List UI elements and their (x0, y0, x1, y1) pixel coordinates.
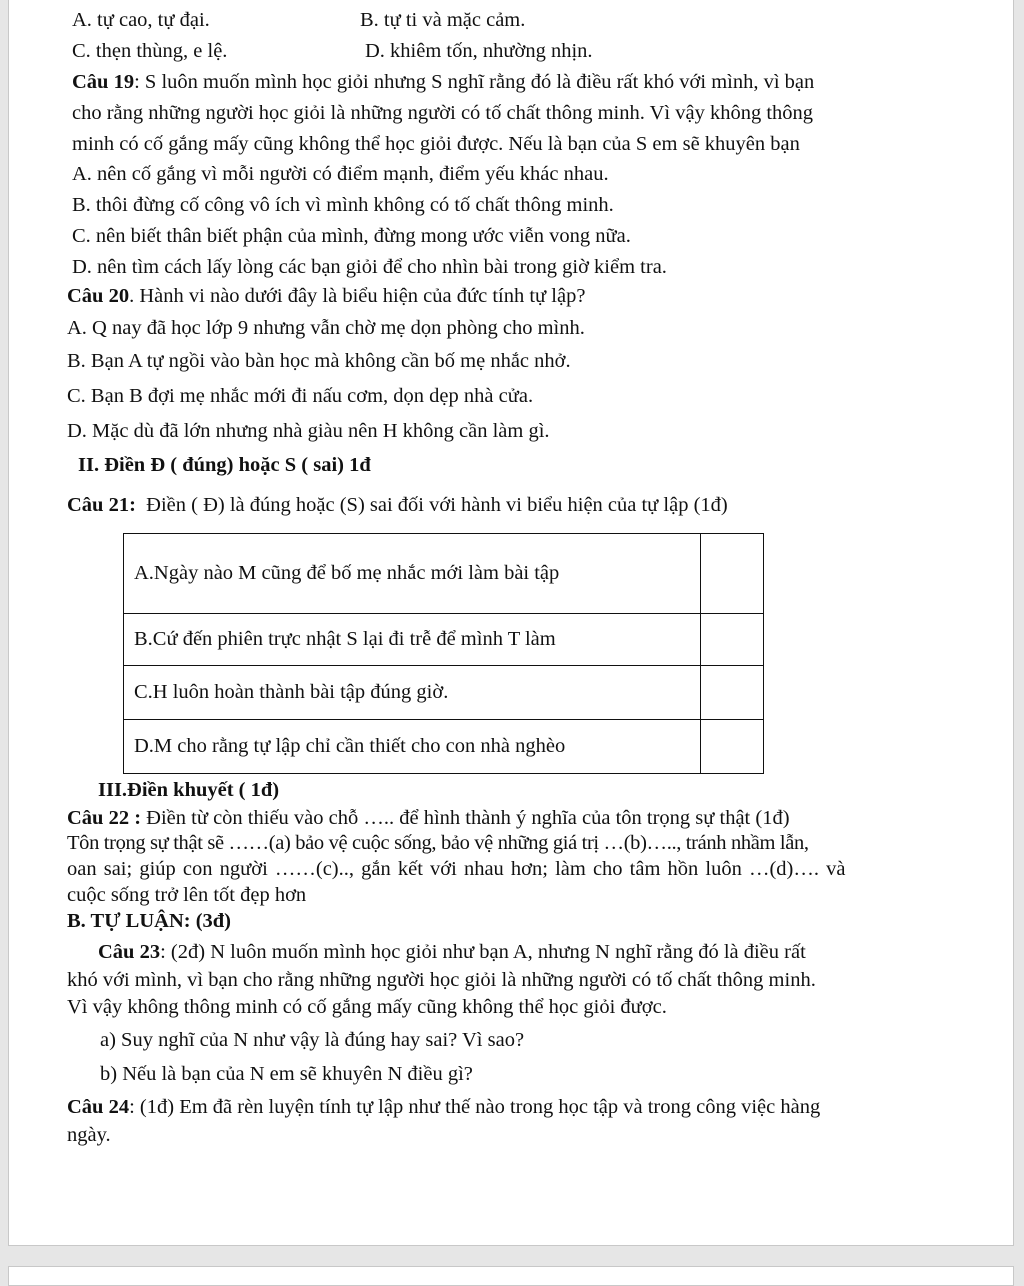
q22-stem: Câu 22 : Điền từ còn thiếu vào chỗ ….. để hình thành ý nghĩa của tôn trọng sự thật (1đ) (67, 807, 790, 829)
q20-label: Câu 20 (67, 285, 130, 307)
section-2-heading: II. Điền Đ ( đúng) hoặc S ( sai) 1đ (78, 454, 371, 476)
q24-line-2: ngày. (67, 1124, 111, 1146)
q24-line-1: Câu 24: (1đ) Em đã rèn luyện tính tự lập như thế nào trong học tập và trong công việc hàng (67, 1096, 821, 1118)
q23-part-b: b) Nếu là bạn của N em sẽ khuyên N điều gì? (100, 1063, 473, 1085)
q19-label: Câu 19 (72, 71, 135, 93)
q19-option-d: D. nên tìm cách lấy lòng các bạn giỏi để cho nhìn bài trong giờ kiểm tra. (72, 256, 667, 278)
statement-cell: D.M cho rằng tự lập chỉ cần thiết cho con nhà nghèo (124, 720, 701, 774)
q22-line-1: Tôn trọng sự thật sẽ ……(a) bảo vệ cuộc sống, bảo vệ những giá trị …(b)….., tránh nhầm lẫn, (67, 832, 809, 854)
q20-option-b: B. Bạn A tự ngồi vào bàn học mà không cần bố mẹ nhắc nhở. (67, 350, 571, 372)
q22-label: Câu 22 : (67, 807, 142, 829)
q19-option-b: B. thôi đừng cố công vô ích vì mình không có tố chất thông minh. (72, 194, 614, 216)
table-row (124, 666, 764, 720)
q20-option-d: D. Mặc dù đã lớn nhưng nhà giàu nên H không cần làm gì. (67, 420, 550, 442)
q23-line-3: Vì vậy không thông minh có cố gắng mấy cũng không thể học giỏi được. (67, 996, 667, 1018)
statement-cell: B.Cứ đến phiên trực nhật S lại đi trễ để mình T làm (124, 614, 701, 666)
q20-option-a: A. Q nay đã học lớp 9 nhưng vẫn chờ mẹ dọn phòng cho mình. (67, 317, 585, 339)
section-3-heading: III.Điền khuyết ( 1đ) (98, 779, 280, 801)
q18-option-b: B. tự ti và mặc cảm. (360, 9, 526, 31)
q20-stem: Câu 20. Hành vi nào dưới đây là biểu hiện của đức tính tự lập? (67, 285, 586, 307)
q19-line-1: Câu 19: S luôn muốn mình học giỏi nhưng S nghĩ rằng đó là điều rất khó với mình, vì bạn (72, 71, 815, 93)
q21-label: Câu 21: (67, 494, 136, 516)
answer-cell[interactable] (701, 614, 764, 666)
true-false-table (123, 533, 764, 774)
q22-line-2: oan sai; giúp con người ……(c).., gắn kết với nhau hơn; làm cho tâm hồn luôn …(d)…. và (67, 858, 846, 880)
section-b-heading: B. TỰ LUẬN: (3đ) (67, 910, 232, 932)
statement-cell: A.Ngày nào M cũng để bố mẹ nhắc mới làm bài tập (124, 534, 701, 614)
q19-option-a: A. nên cố gắng vì mỗi người có điểm mạnh, điểm yếu khác nhau. (72, 163, 609, 185)
q18-option-a: A. tự cao, tự đại. (72, 9, 210, 31)
q19-line-3: minh có cố gắng mấy cũng không thể học giỏi được. Nếu là bạn của S em sẽ khuyên bạn (72, 133, 800, 155)
table-row (124, 614, 764, 666)
answer-cell[interactable] (701, 720, 764, 774)
q18-option-d: D. khiêm tốn, nhường nhịn. (365, 40, 593, 62)
statement-cell: C.H luôn hoàn thành bài tập đúng giờ. (124, 666, 701, 720)
q23-part-a: a) Suy nghĩ của N như vậy là đúng hay sai? Vì sao? (100, 1029, 525, 1051)
answer-cell[interactable] (701, 666, 764, 720)
q24-label: Câu 24 (67, 1096, 130, 1118)
q23-line-1: Câu 23: (2đ) N luôn muốn mình học giỏi như bạn A, nhưng N nghĩ rằng đó là điều rất (98, 941, 806, 963)
q23-line-2: khó với mình, vì bạn cho rằng những người học giỏi là những người có tố chất thông minh. (67, 969, 816, 991)
q20-option-c: C. Bạn B đợi mẹ nhắc mới đi nấu cơm, dọn dẹp nhà cửa. (67, 385, 534, 407)
q18-option-c: C. thẹn thùng, e lệ. (72, 40, 228, 62)
q21-stem: Câu 21: Điền ( Đ) là đúng hoặc (S) sai đối với hành vi biểu hiện của tự lập (1đ) (67, 494, 728, 516)
table-row (124, 720, 764, 774)
answer-cell[interactable] (701, 534, 764, 614)
table-row (124, 534, 764, 614)
q19-line-2: cho rằng những người học giỏi là những người có tố chất thông minh. Vì vậy không thông (72, 102, 814, 124)
q23-label: Câu 23 (98, 941, 161, 963)
q19-option-c: C. nên biết thân biết phận của mình, đừng mong ước viễn vong nữa. (72, 225, 631, 247)
q22-line-3: cuộc sống trở lên tốt đẹp hơn (67, 884, 307, 906)
next-page-edge (8, 1266, 1014, 1286)
